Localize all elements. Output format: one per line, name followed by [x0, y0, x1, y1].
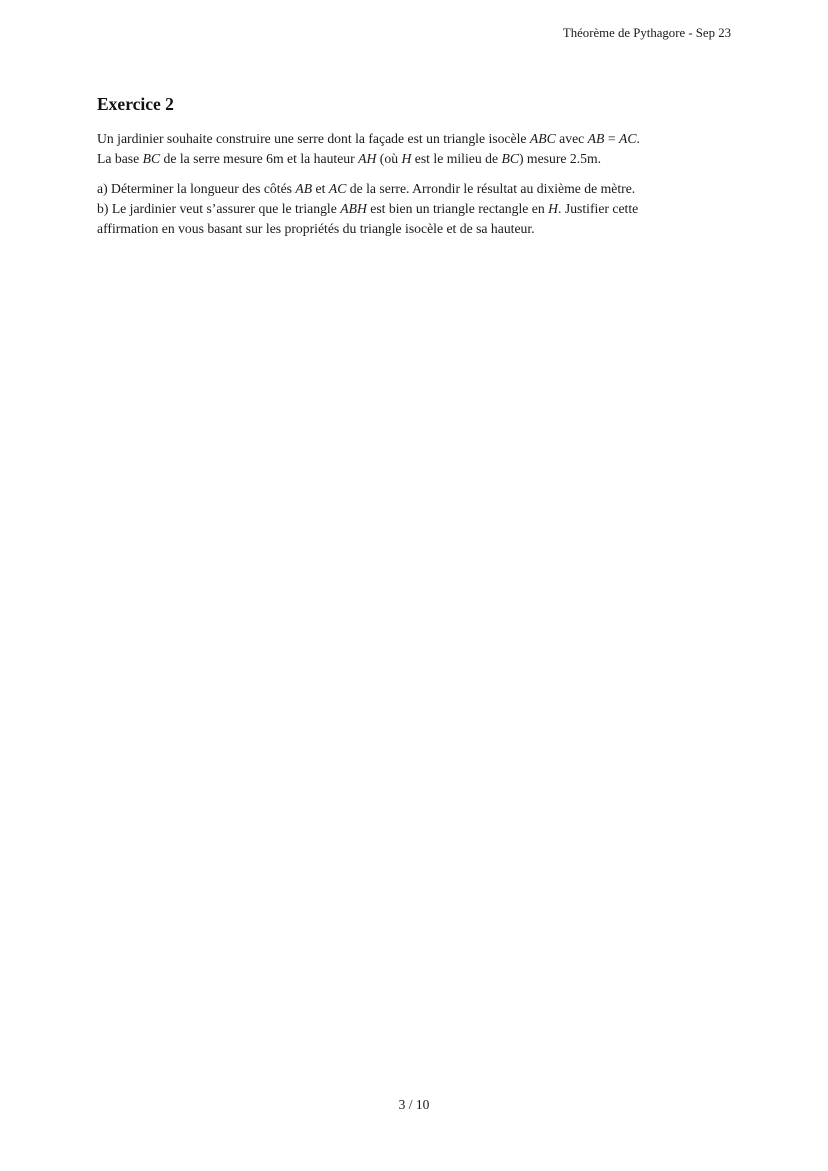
question-b-continuation-line	[97, 219, 730, 239]
text-segment: b) Le jardinier veut s’assurer que le triangle	[97, 201, 341, 216]
exercise-title: Exercice 2	[97, 94, 174, 114]
text-segment: ) mesure 2.5m.	[518, 151, 602, 166]
math-variable: ABH	[340, 201, 367, 216]
math-variable: AB	[587, 131, 605, 146]
math-variable: BC	[501, 151, 519, 166]
math-variable: ABC	[529, 131, 556, 146]
math-variable: H	[401, 151, 412, 166]
text-segment: et	[312, 181, 329, 196]
text-segment: affirmation en vous basant sur les propriétés du triangle isocèle et de sa hauteur.	[97, 221, 535, 236]
text-segment: (où	[376, 151, 402, 166]
text-segment: .	[636, 131, 640, 146]
question-a-line	[97, 179, 730, 199]
text-segment: de la serre. Arrondir le résultat au dixième de mètre.	[346, 181, 636, 196]
page-number: 3 / 10	[398, 1097, 430, 1112]
text-segment: La base	[97, 151, 143, 166]
page-header: Théorème de Pythagore - Sep 23	[562, 26, 731, 40]
exercise-intro	[97, 129, 730, 169]
math-variable: BC	[142, 151, 161, 166]
math-variable: AH	[358, 151, 377, 166]
math-variable: AC	[328, 181, 347, 196]
text-segment: est le milieu de	[411, 151, 502, 166]
math-variable: AC	[618, 131, 637, 146]
math-variable: AB	[295, 181, 313, 196]
text-segment: de la serre mesure 6m et la hauteur	[160, 151, 359, 166]
text-segment: Un jardinier souhaite construire une serre dont la façade est un triangle isocèle	[97, 131, 530, 146]
question-b-line	[97, 199, 730, 219]
text-line	[97, 129, 730, 149]
exercise-questions	[97, 179, 730, 239]
math-variable: H	[548, 201, 559, 216]
text-segment: a) Déterminer la longueur des côtés	[97, 181, 296, 196]
text-segment: =	[604, 131, 619, 146]
text-line	[97, 149, 730, 169]
text-segment: . Justifier cette	[558, 201, 639, 216]
text-segment: est bien un triangle rectangle en	[366, 201, 549, 216]
text-segment: avec	[555, 131, 588, 146]
